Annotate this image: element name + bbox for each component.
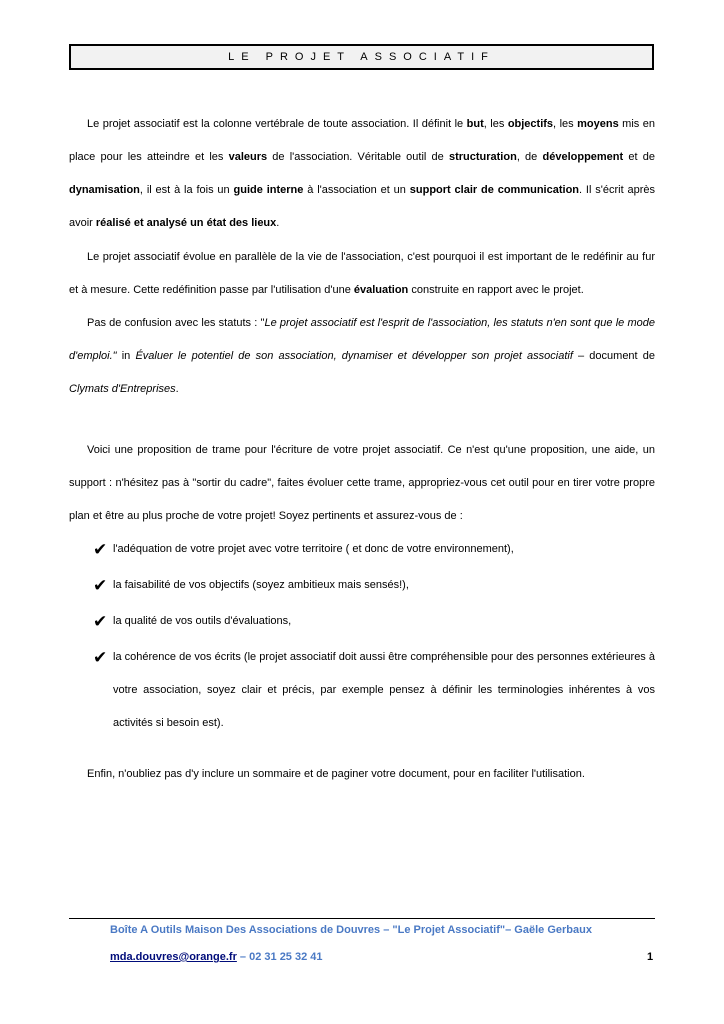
paragraph-conclusion: Enfin, n'oubliez pas d'y inclure un sommaire et de paginer votre document, pour en faciliter l'utilisation. (87, 768, 585, 780)
paragraph-evolution (69, 241, 655, 307)
list-item-text: l'adéquation de votre projet avec votre territoire ( et donc de votre environnement), (113, 543, 514, 555)
text: de l'association. Véritable outil de (267, 151, 449, 163)
italic-quote: Le projet associatif est l'esprit de l'association, les statuts n'en sont que le mode d'emploi." (69, 317, 655, 362)
footer-credit: Boîte A Outils Maison Des Associations de Douvres – "Le Projet Associatif"– Gaële Gerbaux (110, 924, 592, 936)
bold-text: objectifs (507, 118, 554, 130)
text: – document de (572, 350, 655, 362)
bold-text: support clair de communication (409, 184, 580, 196)
document-title-box (69, 44, 654, 70)
checkmark-icon: ✔ (93, 648, 108, 667)
bold-text: réalisé et analysé un état des lieux (95, 217, 277, 229)
bold-text: valeurs (228, 151, 268, 163)
list-item-text: la cohérence de vos écrits (le projet associatif doit aussi être compréhensible pour des personnes extérieures à votre association, soyez clair et précis, par exemple pensez à définir les terminologies inhérentes à vos activités si besoin est). (113, 651, 655, 729)
list-item (69, 605, 655, 638)
text: à l'association et un (303, 184, 410, 196)
document-title: LE PROJET ASSOCIATIF (228, 51, 495, 63)
bold-text: développement (542, 151, 624, 163)
text: , les (553, 118, 578, 130)
list-item-text: la qualité de vos outils d'évaluations, (113, 615, 292, 627)
text: mis en place pour les atteindre et les (69, 118, 655, 163)
list-item (69, 533, 655, 566)
checklist (69, 533, 655, 743)
paragraph-intro (69, 108, 655, 240)
checkmark-icon: ✔ (93, 612, 108, 631)
phone-number: – 02 31 25 32 41 (236, 951, 323, 963)
list-item (69, 569, 655, 602)
italic-source-title: Évaluer le potentiel de son association, dynamiser et développer son projet associatif (135, 350, 573, 362)
list-item (69, 641, 655, 740)
bold-text: moyens (577, 118, 619, 130)
text: , de (516, 151, 543, 163)
text: , il est à la fois un (139, 184, 234, 196)
checkmark-icon: ✔ (93, 576, 108, 595)
bold-text: dynamisation (69, 184, 140, 196)
text: Le projet associatif est la colonne vertébrale de toute association. Il définit le (87, 118, 467, 130)
text: , les (483, 118, 508, 130)
text: in (116, 350, 136, 362)
list-item-text: la faisabilité de vos objectifs (soyez ambitieux mais sensés!), (113, 579, 409, 591)
paragraph-statuts (69, 307, 655, 406)
bold-text: évaluation (353, 284, 409, 296)
text: Pas de confusion avec les statuts : " (87, 317, 265, 329)
bold-text: structuration (448, 151, 517, 163)
bold-text: but (466, 118, 484, 130)
text: . (175, 383, 179, 395)
text: et de (623, 151, 655, 163)
text: . (276, 217, 280, 229)
text: Le projet associatif évolue en parallèle de la vie de l'association, c'est pourquoi il est important de le redéfinir au fur et à mesure. Cette redéfinition passe par l'utilisation d'une (69, 251, 655, 296)
checkmark-icon: ✔ (93, 540, 108, 559)
page-number: 1 (647, 951, 654, 963)
italic-source-author: Clymats d'Entreprises (69, 383, 176, 395)
bold-text: guide interne (233, 184, 304, 196)
footer-divider (69, 918, 655, 919)
text: construite en rapport avec le projet. (408, 284, 584, 296)
footer-contact (110, 951, 323, 963)
paragraph-proposition: Voici une proposition de trame pour l'écriture de votre projet associatif. Ce n'est qu'une proposition, une aide, un support : n'hésitez pas à "sortir du cadre", faites évoluer cette trame, appropriez-vous cet outil pour en tirer votre propre plan et être au plus proche de votre projet! Soyez pertinents et assurez-vous de : (69, 444, 655, 522)
email-link[interactable]: mda.douvres@orange.fr (110, 951, 237, 963)
text: . Il s'écrit après avoir (69, 184, 656, 229)
